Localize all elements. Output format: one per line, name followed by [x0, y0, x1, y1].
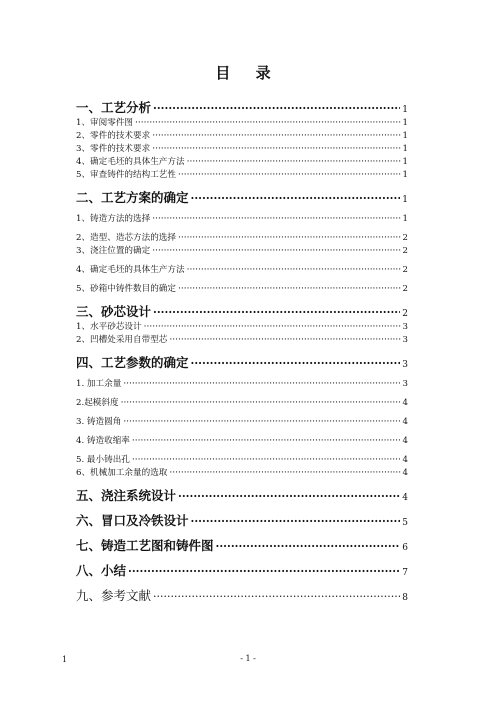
toc-entry[interactable]	[76, 188, 408, 207]
leader-dots	[191, 189, 401, 208]
toc-entry-page: 4	[402, 455, 408, 465]
leader-dots	[128, 562, 400, 581]
toc-entry-label: 5. 最小铸出孔	[76, 455, 130, 465]
leader-dots	[187, 264, 401, 277]
toc-entry[interactable]	[76, 353, 408, 372]
leader-dots	[144, 321, 401, 334]
leader-dots	[191, 354, 401, 373]
toc-entry-page: 1	[402, 195, 408, 205]
leader-dots	[152, 130, 400, 143]
toc-entry[interactable]	[76, 435, 408, 448]
toc-entry[interactable]	[76, 321, 408, 334]
toc-entry-label: 八、小结	[76, 563, 127, 578]
toc-entry-page: 5	[402, 518, 408, 528]
toc-entry-page: 3	[402, 322, 408, 332]
toc-entry-page: 4	[402, 417, 408, 427]
toc-entry-label: 4、确定毛坯的具体生产方法	[76, 157, 185, 167]
leader-dots	[178, 232, 401, 245]
leader-dots	[169, 467, 400, 480]
toc-entry[interactable]	[76, 232, 408, 245]
toc-entry-label: 1、铸造方法的选择	[76, 214, 151, 224]
leader-dots	[153, 303, 400, 322]
toc-entry-label: 4. 铸造收缩率	[76, 436, 130, 446]
toc-entry[interactable]	[76, 561, 408, 580]
toc-entry-page: 6	[402, 543, 408, 553]
leader-dots	[152, 143, 400, 156]
toc-entry[interactable]	[76, 397, 408, 410]
toc-entry[interactable]	[76, 511, 408, 530]
toc-entry[interactable]	[76, 245, 408, 258]
toc-entry[interactable]	[76, 536, 408, 555]
toc-entry-page: 1	[402, 144, 408, 154]
footer-line-number: 1	[62, 655, 68, 664]
toc-entry[interactable]	[76, 143, 408, 156]
toc-entry-page: 2	[402, 246, 408, 256]
toc-entry-page: 2	[402, 309, 408, 319]
toc-entry-label: 3. 铸造圆角	[76, 417, 122, 427]
toc-entry-page: 3	[402, 335, 408, 345]
toc-entry-label: 5、砂箱中铸件数目的确定	[76, 284, 176, 294]
toc-entry[interactable]	[76, 486, 408, 505]
toc-entry[interactable]	[76, 283, 408, 296]
leader-dots	[191, 512, 401, 531]
toc-entry[interactable]	[76, 130, 408, 143]
page-number: - 1 -	[240, 654, 256, 663]
toc-entry-page: 1	[402, 157, 408, 167]
toc-entry-page: 8	[402, 593, 408, 603]
toc-entry-label: 五、浇注系统设计	[76, 488, 177, 503]
toc-entry-label: 3、浇注位置的确定	[76, 246, 151, 256]
toc-entry[interactable]	[76, 416, 408, 429]
toc-entry-label: 六、冒口及冷铁设计	[76, 513, 189, 528]
toc-entry-page: 4	[402, 468, 408, 478]
toc-entry-label: 2.起模斜度	[76, 398, 119, 408]
toc-entry-label: 1. 加工余量	[76, 379, 122, 389]
toc-entry-label: 1、水平砂芯设计	[76, 322, 142, 332]
toc-entry[interactable]	[76, 467, 408, 480]
leader-dots	[123, 378, 400, 391]
toc-entry-page: 4	[402, 436, 408, 446]
leader-dots	[178, 283, 401, 296]
leader-dots	[216, 537, 401, 556]
toc-entry-page: 2	[402, 284, 408, 294]
toc-entry-label: 三、砂芯设计	[76, 304, 152, 319]
toc-entry-label: 2、凹槽处采用自带型芯	[76, 335, 168, 345]
leader-dots	[121, 397, 401, 410]
toc-entry[interactable]	[76, 117, 408, 130]
leader-dots	[123, 416, 400, 429]
toc-entry-page: 4	[402, 398, 408, 408]
toc-entry-label: 一、工艺分析	[76, 100, 152, 115]
toc-entry-page: 1	[402, 170, 408, 180]
toc-entry-page: 3	[402, 360, 408, 370]
toc-entry-label: 2、造型、造芯方法的选择	[76, 233, 176, 243]
toc-entry[interactable]	[76, 302, 408, 321]
leader-dots	[152, 213, 400, 226]
toc-entry-label: 二、工艺方案的确定	[76, 190, 189, 205]
toc-entry-label: 6、机械加工余量的选取	[76, 468, 168, 478]
toc-entry-page: 1	[402, 105, 408, 115]
toc-entry-page: 2	[402, 265, 408, 275]
leader-dots	[152, 245, 400, 258]
table-of-contents	[76, 92, 408, 605]
leader-dots	[178, 487, 400, 506]
toc-entry-page: 1	[402, 214, 408, 224]
toc-entry[interactable]	[76, 169, 408, 182]
toc-entry[interactable]	[76, 156, 408, 169]
toc-entry[interactable]	[76, 98, 408, 117]
toc-entry-label: 九、参考文献	[76, 588, 152, 603]
leader-dots	[132, 454, 401, 467]
leader-dots	[132, 435, 401, 448]
leader-dots	[153, 99, 400, 118]
leader-dots	[187, 156, 401, 169]
toc-entry-page: 1	[402, 131, 408, 141]
toc-entry[interactable]	[76, 213, 408, 226]
toc-entry[interactable]	[76, 586, 408, 605]
toc-entry-label: 3、零件的技术要求	[76, 144, 151, 154]
leader-dots	[169, 334, 400, 347]
toc-entry-label: 七、铸造工艺图和铸件图	[76, 538, 214, 553]
toc-entry-label: 四、工艺参数的确定	[76, 355, 189, 370]
toc-entry[interactable]	[76, 334, 408, 347]
toc-entry-label: 4、确定毛坯的具体生产方法	[76, 265, 185, 275]
leader-dots	[178, 169, 401, 182]
toc-entry-label: 5、审查铸件的结构工艺性	[76, 170, 176, 180]
toc-entry-page: 4	[402, 493, 408, 503]
toc-entry[interactable]	[76, 378, 408, 391]
toc-entry[interactable]	[76, 264, 408, 277]
leader-dots	[135, 117, 401, 130]
toc-entry-page: 3	[402, 379, 408, 389]
toc-entry-page: 7	[402, 568, 408, 578]
toc-entry-page: 2	[402, 233, 408, 243]
leader-dots	[153, 587, 400, 606]
toc-entry-label: 1、审阅零件图	[76, 118, 134, 128]
toc-title: 目 录	[215, 64, 281, 82]
toc-entry-page: 1	[402, 118, 408, 128]
toc-entry-label: 2、零件的技术要求	[76, 131, 151, 141]
toc-entry[interactable]	[76, 454, 408, 467]
